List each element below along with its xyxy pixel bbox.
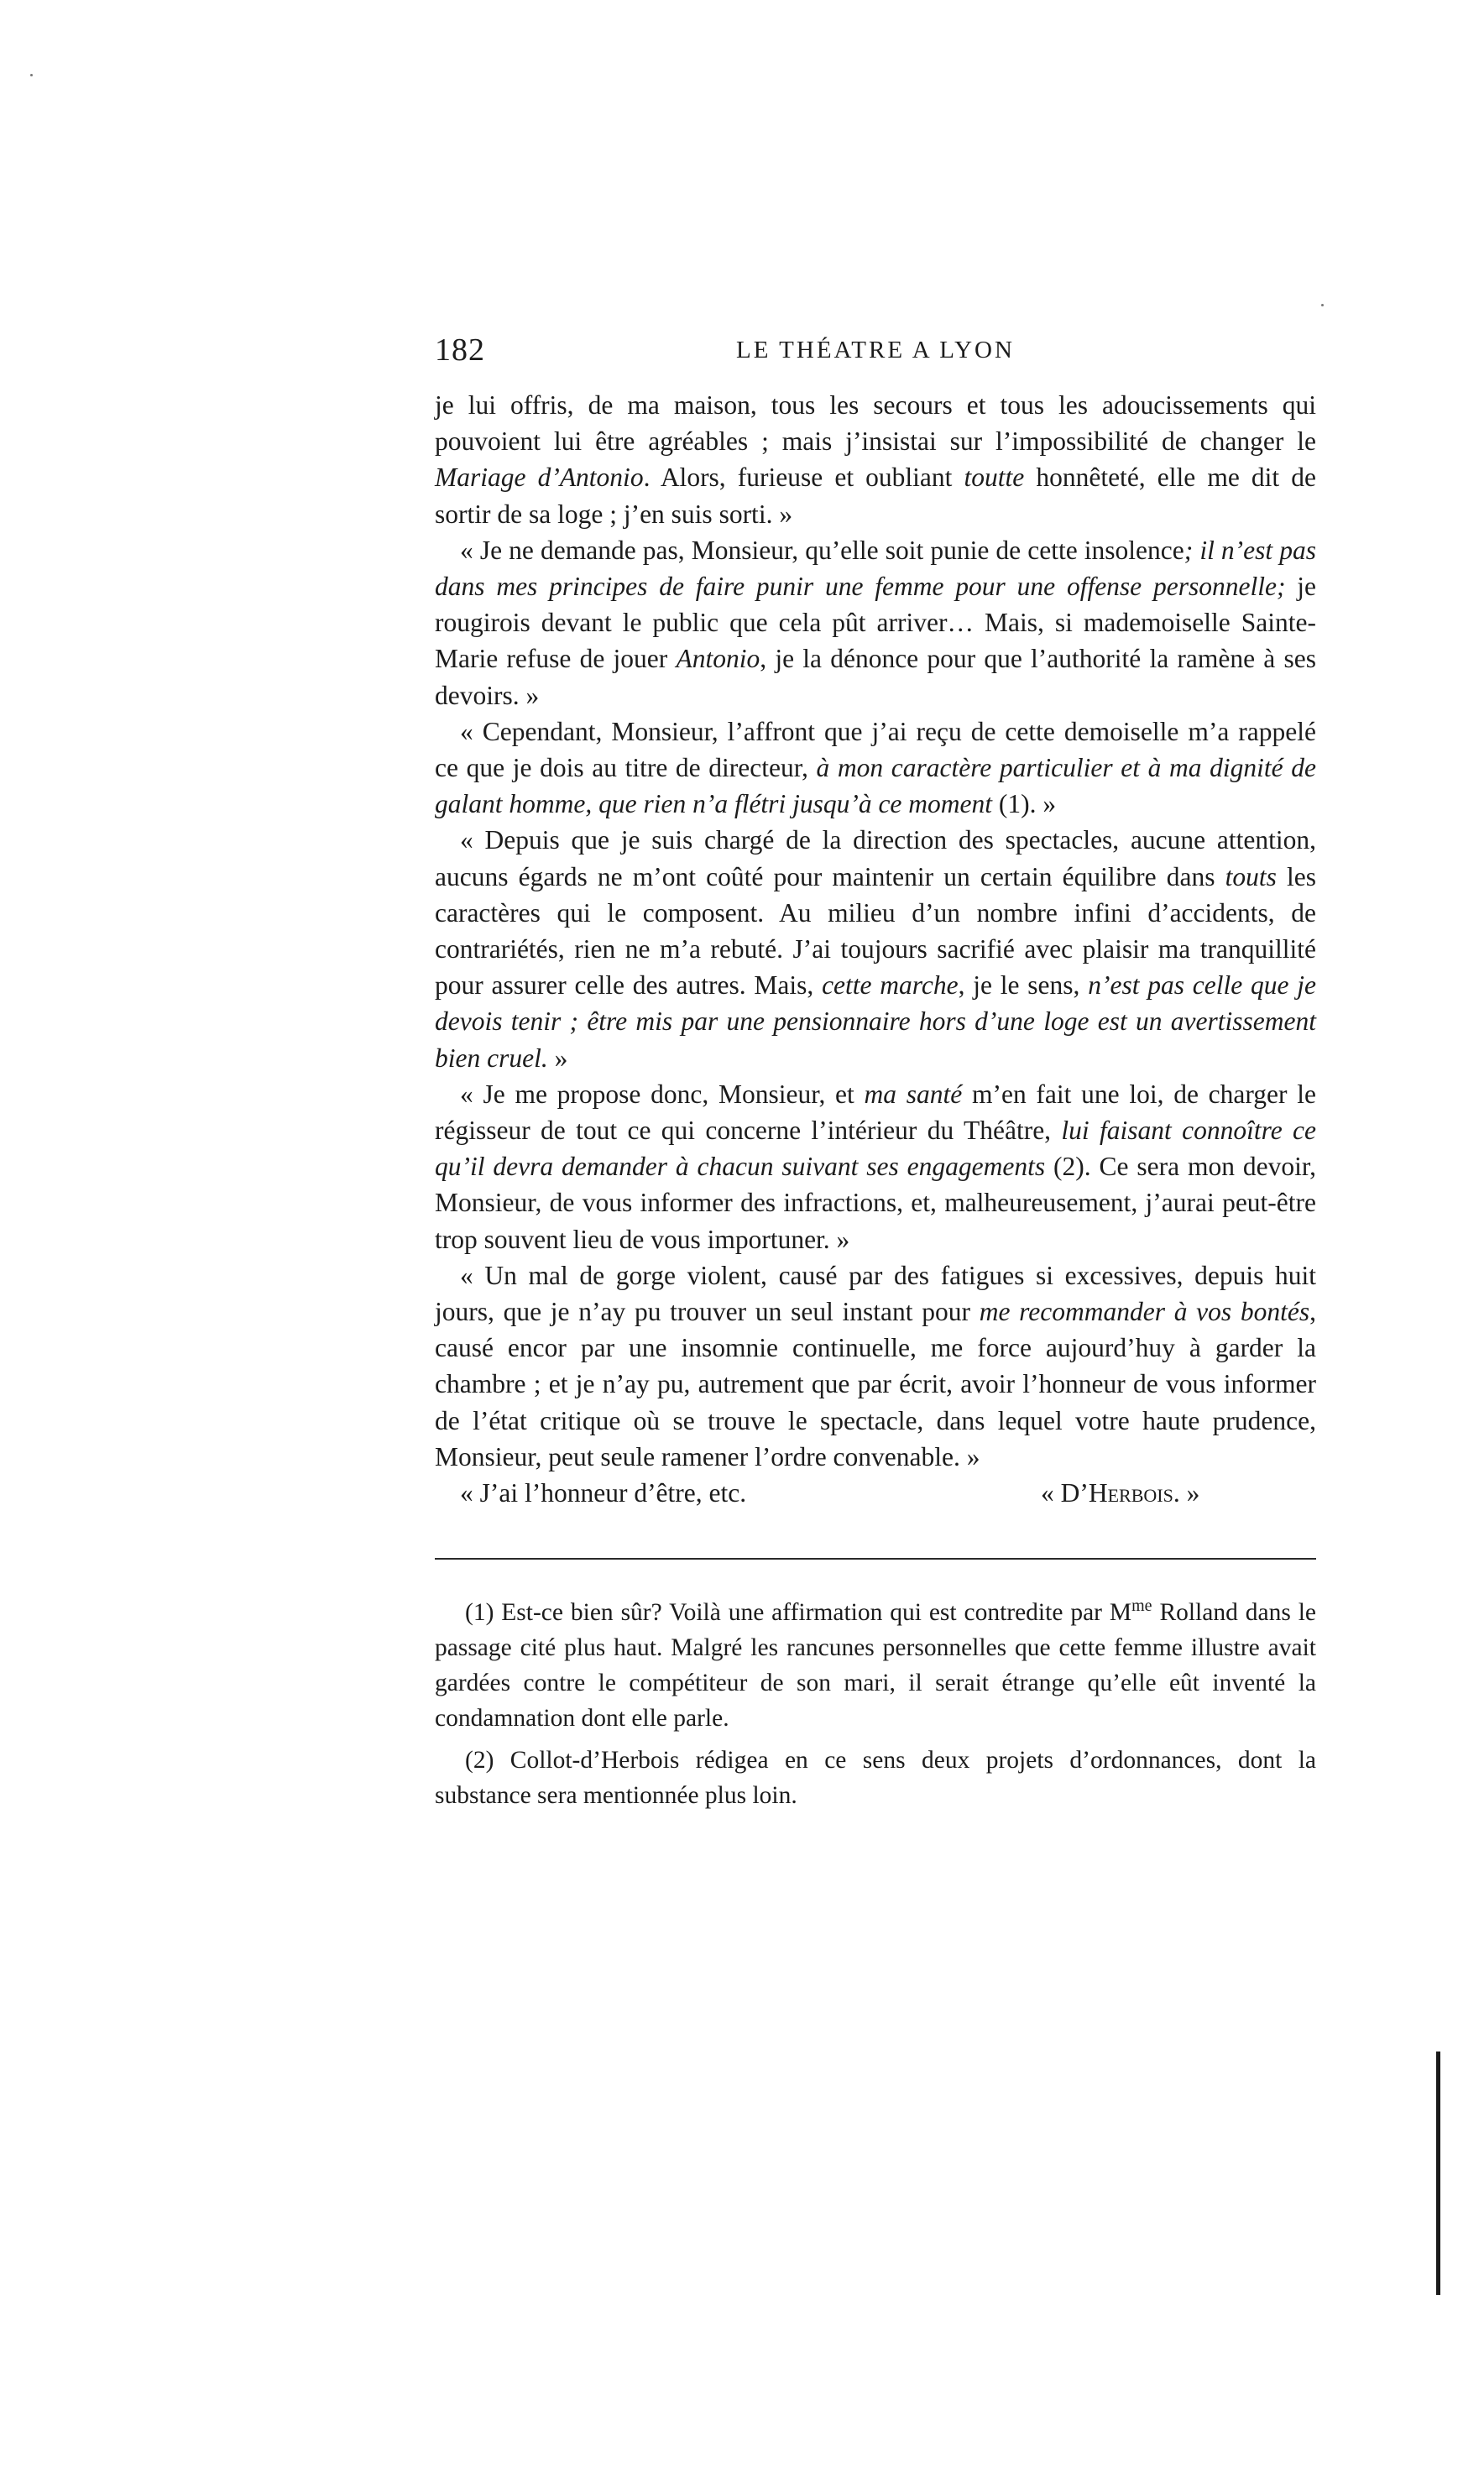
text-run: » bbox=[547, 1043, 568, 1073]
superscript-run: me bbox=[1131, 1597, 1152, 1616]
italic-run: touts bbox=[1225, 861, 1277, 891]
italic-run: ma santé bbox=[864, 1079, 963, 1109]
text-run: les caractères qui le composent. Au milieu d’un nombre infini d’accidents, de contrariétés, rien ne m’a rebuté. J’ai toujours sacrifié avec plaisir ma tranquillité pour assurer celle des autres. Mais, bbox=[435, 861, 1316, 1001]
text-run: « Un mal de gorge violent, causé par des fatigues si excessives, depuis huit jours, que je n’ay pu trouver un seul instant pour bbox=[435, 1260, 1316, 1327]
closing-formula: « J’ai l’honneur d’être, etc. bbox=[460, 1478, 747, 1508]
paragraph bbox=[435, 532, 1316, 713]
text-run: « Depuis que je suis chargé de la direction des spectacles, aucune attention, aucuns égards ne m’ont coûté pour maintenir un certain équilibre dans bbox=[435, 825, 1316, 891]
paper-speck bbox=[1321, 304, 1324, 306]
text-run: Rolland dans le passage cité plus haut. Malgré les rancunes personnelles que cette femme illustre avait gardées contre le compétiteur de son mari, il serait étrange qu’elle eût inventé la condamnation dont elle parle. bbox=[435, 1599, 1316, 1733]
running-title: LE THÉATRE A LYON bbox=[736, 337, 1015, 363]
paper-speck bbox=[30, 74, 33, 76]
paragraph bbox=[435, 1257, 1316, 1475]
text-run: , je le sens, bbox=[958, 970, 1089, 1001]
book-page bbox=[435, 332, 1316, 1813]
signature-close: . » bbox=[1173, 1478, 1200, 1508]
italic-run: Antonio bbox=[676, 644, 760, 674]
text-run: honnêteté, elle me dit de sortir de sa loge ; j’en suis sorti. » bbox=[435, 463, 1316, 529]
footnote bbox=[435, 1595, 1316, 1736]
paragraph bbox=[435, 822, 1316, 1075]
text-run: je rougirois devant le public que cela pût arriver… Mais, si mademoiselle Sainte-Marie refuse de jouer bbox=[435, 572, 1317, 674]
text-run: (1) Est-ce bien sûr? Voilà une affirmation qui est contredite par M bbox=[465, 1599, 1132, 1627]
text-run: « Je me propose donc, Monsieur, et bbox=[460, 1079, 865, 1109]
letter-text bbox=[435, 387, 1316, 1475]
italic-run: à mon caractère particulier et à ma dignité de galant homme, que rien n’a flétri jusqu’à ce moment bbox=[435, 753, 1316, 819]
text-run: « Cependant, Monsieur, l’affront que j’ai reçu de cette demoiselle m’a rappelé ce que je dois au titre de directeur, bbox=[435, 716, 1316, 783]
text-run: « Je ne demande pas, Monsieur, qu’elle soit punie de cette insolence bbox=[460, 535, 1184, 565]
page-header bbox=[435, 332, 1316, 379]
signature bbox=[1041, 1475, 1199, 1511]
text-run: (1). » bbox=[992, 789, 1057, 819]
paragraph bbox=[435, 387, 1316, 532]
italic-run: lui faisant connoître ce qu’il devra demander à chacun suivant ses engagements bbox=[435, 1116, 1316, 1182]
footnote bbox=[435, 1743, 1316, 1813]
signature-name: Herbois bbox=[1088, 1478, 1173, 1508]
text-run: , je la dénonce pour que l’authorité la ramène à ses devoirs. » bbox=[435, 644, 1316, 710]
italic-run: n’est pas celle que je devois tenir ; être mis par une pensionnaire hors d’une loge est un avertissement bien cruel. bbox=[435, 970, 1317, 1073]
scan-edge-mark bbox=[1436, 2052, 1440, 2295]
text-run: (2) Collot-d’Herbois rédigea en ce sens deux projets d’ordonnances, dont la substance sera mentionnée plus loin. bbox=[435, 1747, 1316, 1810]
page-number: 182 bbox=[435, 332, 485, 368]
italic-run: cette marche bbox=[822, 970, 959, 1001]
signature-open: « D’ bbox=[1041, 1478, 1089, 1508]
paragraph bbox=[435, 1076, 1316, 1257]
paragraph bbox=[435, 713, 1316, 823]
signature-line bbox=[435, 1475, 1316, 1511]
text-run: , causé encor par une insomnie continuelle, me force aujourd’huy à garder la chambre ; et je n’ay pu, autrement que par écrit, avoir l’honneur de vous informer de l’état critique où se trouve le spectacle, dans lequel votre haute prudence, Monsieur, peut seule ramener l’ordre convenable. » bbox=[435, 1297, 1317, 1471]
text-run: . Alors, furieuse et oubliant bbox=[643, 463, 964, 493]
footnote-rule bbox=[435, 1558, 1316, 1560]
italic-run: ; il n’est pas dans mes principes de faire punir une femme pour une offense personnelle; bbox=[435, 535, 1317, 602]
text-run: je lui offris, de ma maison, tous les secours et tous les adoucissements qui pouvoient lui être agréables ; mais j’insistai sur l’impossibilité de changer le bbox=[435, 390, 1316, 457]
footnotes bbox=[435, 1595, 1316, 1813]
italic-run: Mariage d’Antonio bbox=[435, 463, 644, 493]
text-run: m’en fait une loi, de charger le régisseur de tout ce qui concerne l’intérieur du Théâtre, bbox=[435, 1079, 1316, 1146]
text-run: (2). Ce sera mon devoir, Monsieur, de vous informer des infractions, et, malheureusement, j’aurai peut-être trop souvent lieu de vous importuner. » bbox=[435, 1152, 1316, 1254]
italic-run: me recommander à vos bontés bbox=[979, 1297, 1310, 1327]
italic-run: toutte bbox=[964, 463, 1025, 493]
